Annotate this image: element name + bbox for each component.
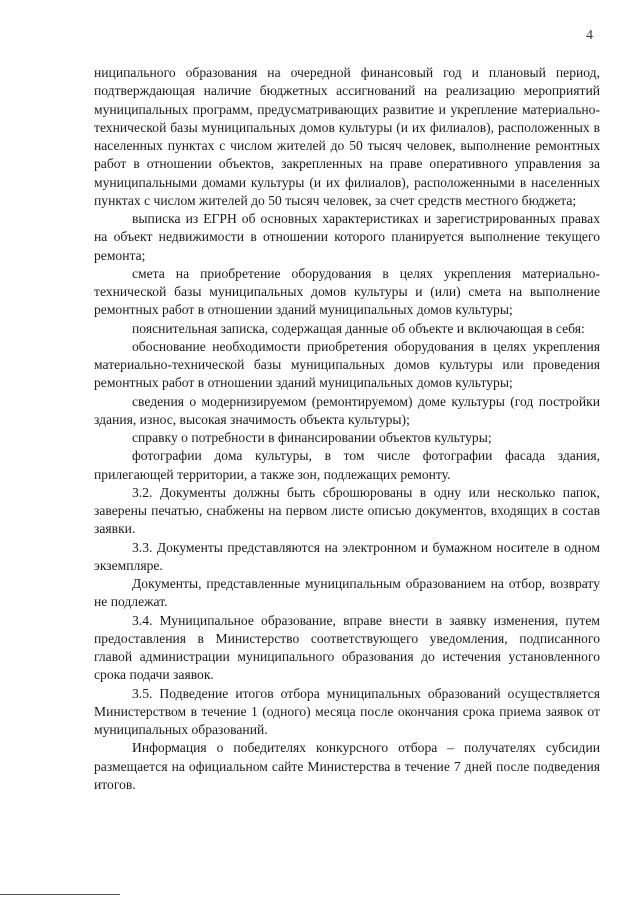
paragraph-section-3-4: 3.4. Муниципальное образование, вправе внести в заявку изменения, путем предоставления в Министерство соответствующего уведомления, подписанного главой администрации муниципального образования до истечения установленного срока подачи заявок. xyxy=(94,612,600,683)
paragraph-funding-need: справку о потребности в финансировании объектов культуры; xyxy=(132,430,492,445)
paragraph-section-3-5: 3.5. Подведение итогов отбора муниципальных образований осуществляется Министерством в течение 1 (одного) месяца после окончания срока приема заявок от муниципальных образований. xyxy=(94,685,600,737)
paragraph-estimate: смета на приобретение оборудования в целях укрепления материально-технической базы муниципальных домов культуры и (или) смета на выполнение ремонтных работ в отношении зданий муниципальных домов культуры; xyxy=(94,265,600,318)
document-body xyxy=(94,64,600,794)
paragraph-building-info: сведения о модернизируемом (ремонтируемом) доме культуры (год постройки здания, износ, высокая значимость объекта культуры); xyxy=(94,393,600,427)
paragraph-section-3-2: 3.2. Документы должны быть сброшюрованы в одну или несколько папок, заверены печатью, снабжены на первом листе описью документов, входящих в состав заявки. xyxy=(94,484,600,537)
paragraph-justification: обоснование необходимости приобретения оборудования в целях укрепления материально-технической базы муниципальных домов культуры или проведения ремонтных работ в отношении зданий муниципальных домов культуры; xyxy=(94,338,600,391)
paragraph-no-return: Документы, представленные муниципальным образованием на отбор, возврату не подлежат. xyxy=(94,576,600,610)
scan-edge-line xyxy=(0,894,120,895)
paragraph-explanatory-note: пояснительная записка, содержащая данные об объекте и включающая в себя: xyxy=(132,320,585,336)
paragraph-egrn-extract: выписка из ЕГРН об основных характеристиках и зарегистрированных правах на объект недвижимости в отношении которого планируется выполнение текущего ремонта; xyxy=(94,211,600,263)
paragraph-winners-info: Информация о победителях конкурсного отбора – получателях субсидии размещается на официальном сайте Министерства в течение 7 дней после подведения итогов. xyxy=(94,740,600,792)
paragraph-photos: фотографии дома культуры, в том числе фотографии фасада здания, прилегающей территории, а также зон, подлежащих ремонту. xyxy=(94,448,600,482)
paragraph-budget-extract: ниципального образования на очередной финансовый год и плановый период, подтверждающая наличие бюджетных ассигнований на реализацию мероприятий муниципальных программ, предусматривающих развитие и укрепление материально-технической базы муниципальных домов культуры (и их филиалов), расположенных в населенных пунктах с числом жителей до 50 тысяч человек, выполнение ремонтных работ в отношении объектов, закрепленных на праве оперативного управления за муниципальными домами культуры (и их филиалов), расположенными в населенных пунктах с числом жителей до 50 тысяч человек, за счет средств местного бюджета; xyxy=(94,65,600,208)
page-number: 4 xyxy=(586,28,593,43)
paragraph-section-3-3: 3.3. Документы представляются на электронном и бумажном носителе в одном экземпляре. xyxy=(94,539,600,573)
